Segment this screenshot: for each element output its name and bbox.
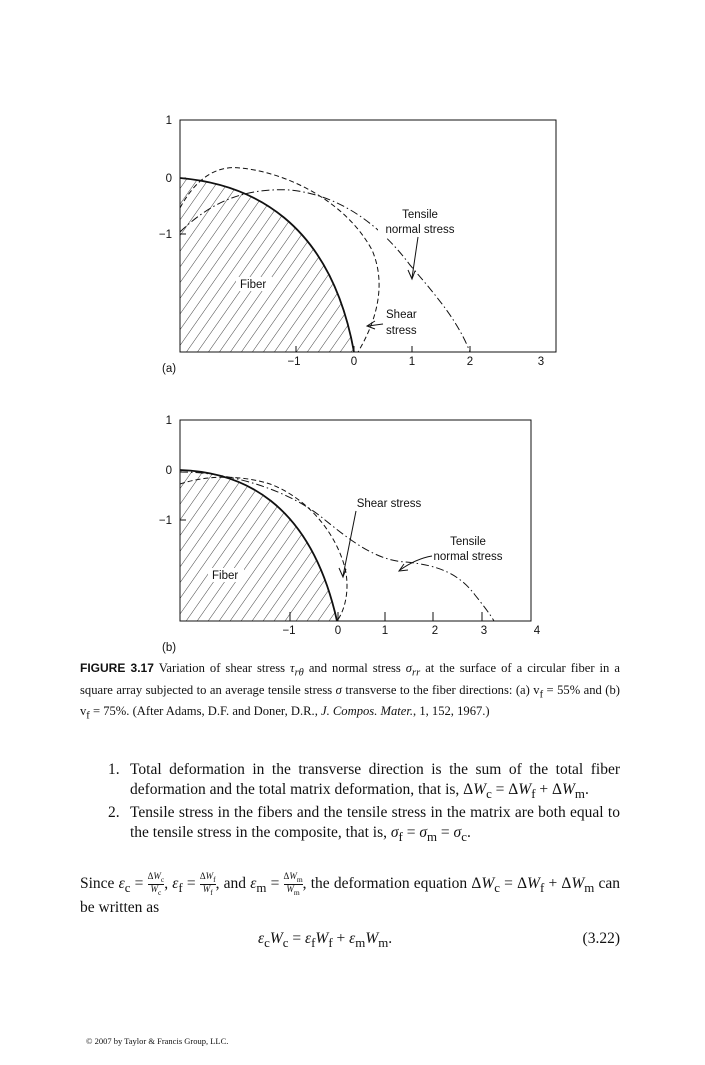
figure-a (0, 100, 705, 380)
panel-label-a: (a) (162, 363, 177, 375)
shear-label-line2-a: stress (386, 325, 417, 337)
tensile-label-line2-a: normal stress (385, 224, 455, 236)
y-tick-neg1-a: −1 (158, 229, 172, 241)
x-tick-3-a: 3 (537, 356, 545, 368)
caption-journal: J. Compos. Mater. (321, 704, 414, 719)
list-item-text: Tensile stress in the fibers and the tensile stress in the matrix are both equal to the tensile stress in the composite, that is, (130, 804, 620, 841)
caption-text-1: Variation of shear stress (158, 661, 286, 675)
list-item: 2. Tensile stress in the fibers and the tensile stress in the matrix are both equal to the tensile stress in the composite, that is, $\sigma_f = \sigma_m = \sigma_c$. (108, 803, 620, 846)
tensile-label-line1-b: Tensile (450, 536, 486, 548)
caption-text-3: at the surface of a circular fiber in a square array subjected to an average tensile stress (80, 661, 620, 697)
tensile-arrow-b (400, 556, 432, 570)
x-tick-3-b: 3 (480, 625, 488, 637)
tensile-label-line1-a: Tensile (402, 209, 438, 221)
caption-label: FIGURE 3.17 (80, 661, 154, 675)
paragraph-rest: the deformation equation (310, 874, 468, 892)
y-tick-0-a: 0 (165, 173, 172, 185)
shear-label-line1-a: Shear (386, 309, 417, 321)
panel-label-b: (b) (162, 642, 177, 654)
body-paragraph: Since $\varepsilon_c$ = $\frac{\Delta W_c}{W_c}$ , $\varepsilon_f$ = $\frac{\Delta W_f}{W_f}$ , and $\varepsilon_m$ = $\frac{\Delta W_m}{W_m}$ , the deformation equation $\Delta W_c = \Delta W_f + \Delta W_m$ can be written as (80, 871, 621, 916)
x-tick-1-b: 1 (381, 625, 389, 637)
x-tick-0-a: 0 (350, 356, 358, 368)
y-tick-1-b: 1 (165, 415, 172, 427)
caption-text-4: transverse to the fiber directions: (a) v (345, 682, 540, 697)
y-tick-1-a: 1 (165, 115, 172, 127)
x-tick-1-a: 1 (408, 356, 416, 368)
equation-number: (3.22) (582, 930, 620, 947)
shear-label-b: Shear stress (356, 498, 422, 510)
equation-body: $\varepsilon_cW_c = \varepsilon_fW_f + \varepsilon_mW_m$. (258, 930, 393, 951)
x-tick-2-a: 2 (466, 356, 474, 368)
paragraph-since: Since (80, 874, 115, 892)
fiber-label-a: Fiber (240, 279, 267, 291)
copyright-footer: © 2007 by Taylor & Francis Group, LLC. (86, 1036, 229, 1046)
y-tick-neg1-b: −1 (158, 515, 172, 527)
x-tick-neg1-b: −1 (282, 625, 296, 637)
paragraph-tail: can be written as (80, 874, 621, 916)
caption-text-7: , 1, 152, 1967.) (413, 704, 490, 719)
figure-b (0, 400, 705, 660)
x-tick-neg1-a: −1 (287, 356, 301, 368)
fiber-region-a (180, 178, 354, 352)
y-tick-0-b: 0 (165, 465, 172, 477)
list-item-text: Total deformation in the transverse direction is the sum of the total fiber deformation and the total matrix deformation, that is, (130, 761, 620, 798)
list-item: 1. Total deformation in the transverse direction is the sum of the total fiber deformation and the total matrix deformation, that is, $\Delta W_c = \Delta W_f + \Delta W_m$. (108, 760, 620, 803)
fiber-label-b: Fiber (212, 570, 239, 582)
x-tick-4-b: 4 (533, 625, 541, 637)
caption-text-2: and normal stress (308, 661, 401, 675)
caption-text-6: = 75%. (After Adams, D.F. and Doner, D.R., (92, 704, 318, 719)
list-item-number: 2. (108, 804, 120, 822)
x-tick-0-b: 0 (334, 625, 342, 637)
assumption-list (108, 760, 620, 846)
paragraph-and: and (223, 874, 247, 892)
tensile-label-line2-b: normal stress (433, 551, 503, 563)
x-tick-2-b: 2 (431, 625, 439, 637)
shear-arrow-b (343, 511, 356, 576)
list-item-number: 1. (108, 761, 120, 778)
caption-text-5: = 55% and (b) v (80, 682, 620, 719)
figure-caption: FIGURE 3.17 Variation of shear stress $\tau_{r\theta}$ and normal stress $\sigma_{rr}$ at the surface of a circular fiber in a square array subjected to an average tensile stress σ transverse to the fiber directions: (a) $v_f = 55\%$ and (b) $v_f = 75\%$. (After Adams, D.F. and Doner, D.R., J. Compos. Mater., 1, 152, 1967.) (80, 661, 620, 722)
